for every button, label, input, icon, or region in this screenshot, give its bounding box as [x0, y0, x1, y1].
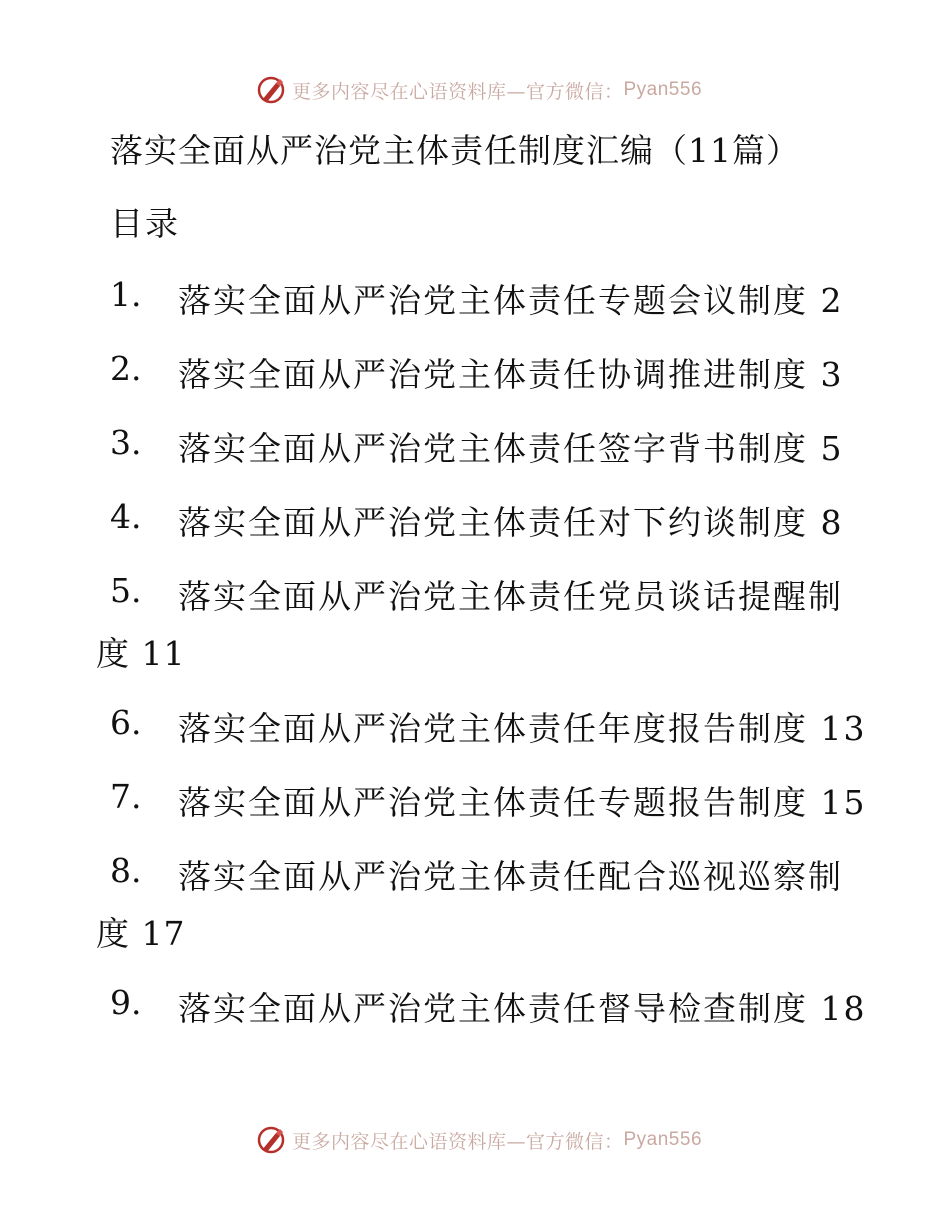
toc-item-number: 9. [110, 983, 142, 1022]
pen-circle-logo-icon [256, 75, 286, 105]
watermark-text: 更多内容尽在心语资料库—官方微信： [291, 80, 624, 103]
toc-item-number: 2. [110, 349, 142, 388]
toc-item-text: 落实全面从严治党主体责任协调推进制度 3 [178, 355, 844, 394]
toc-heading: 目录 [110, 204, 180, 243]
toc-item-text: 落实全面从严治党主体责任专题报告制度 15 [178, 783, 867, 822]
watermark-text: 更多内容尽在心语资料库—官方微信： [291, 1130, 624, 1153]
toc-item-number: 6. [110, 703, 142, 742]
toc-item-text: 落实全面从严治党主体责任配合巡视巡察制 [178, 857, 843, 896]
toc-item-number: 5. [110, 571, 142, 610]
toc-item-text: 落实全面从严治党主体责任年度报告制度 13 [178, 709, 867, 748]
watermark-wechat-id: Pyan556 [623, 79, 703, 100]
toc-item-text: 落实全面从严治党主体责任督导检查制度 18 [178, 989, 867, 1028]
header-watermark-banner [0, 70, 950, 110]
footer-watermark-banner [0, 1120, 950, 1160]
toc-item-text: 落实全面从严治党主体责任党员谈话提醒制 [178, 577, 843, 616]
toc-item-number: 4. [110, 497, 142, 536]
toc-item-text: 落实全面从严治党主体责任签字背书制度 5 [178, 429, 844, 468]
toc-item-number: 8. [110, 851, 142, 890]
toc-item-continuation-text: 度 17 [96, 914, 186, 953]
toc-item-number: 7. [110, 777, 142, 816]
toc-item-continuation-text: 度 11 [96, 634, 186, 673]
document-title: 落实全面从严治党主体责任制度汇编（11篇） [110, 131, 800, 170]
watermark-wechat-id: Pyan556 [623, 1129, 703, 1150]
pen-circle-logo-icon [256, 1125, 286, 1155]
toc-item-text: 落实全面从严治党主体责任专题会议制度 2 [178, 281, 844, 320]
toc-item-number: 1. [110, 275, 142, 314]
toc-item-number: 3. [110, 423, 142, 462]
toc-item-text: 落实全面从严治党主体责任对下约谈制度 8 [178, 503, 844, 542]
